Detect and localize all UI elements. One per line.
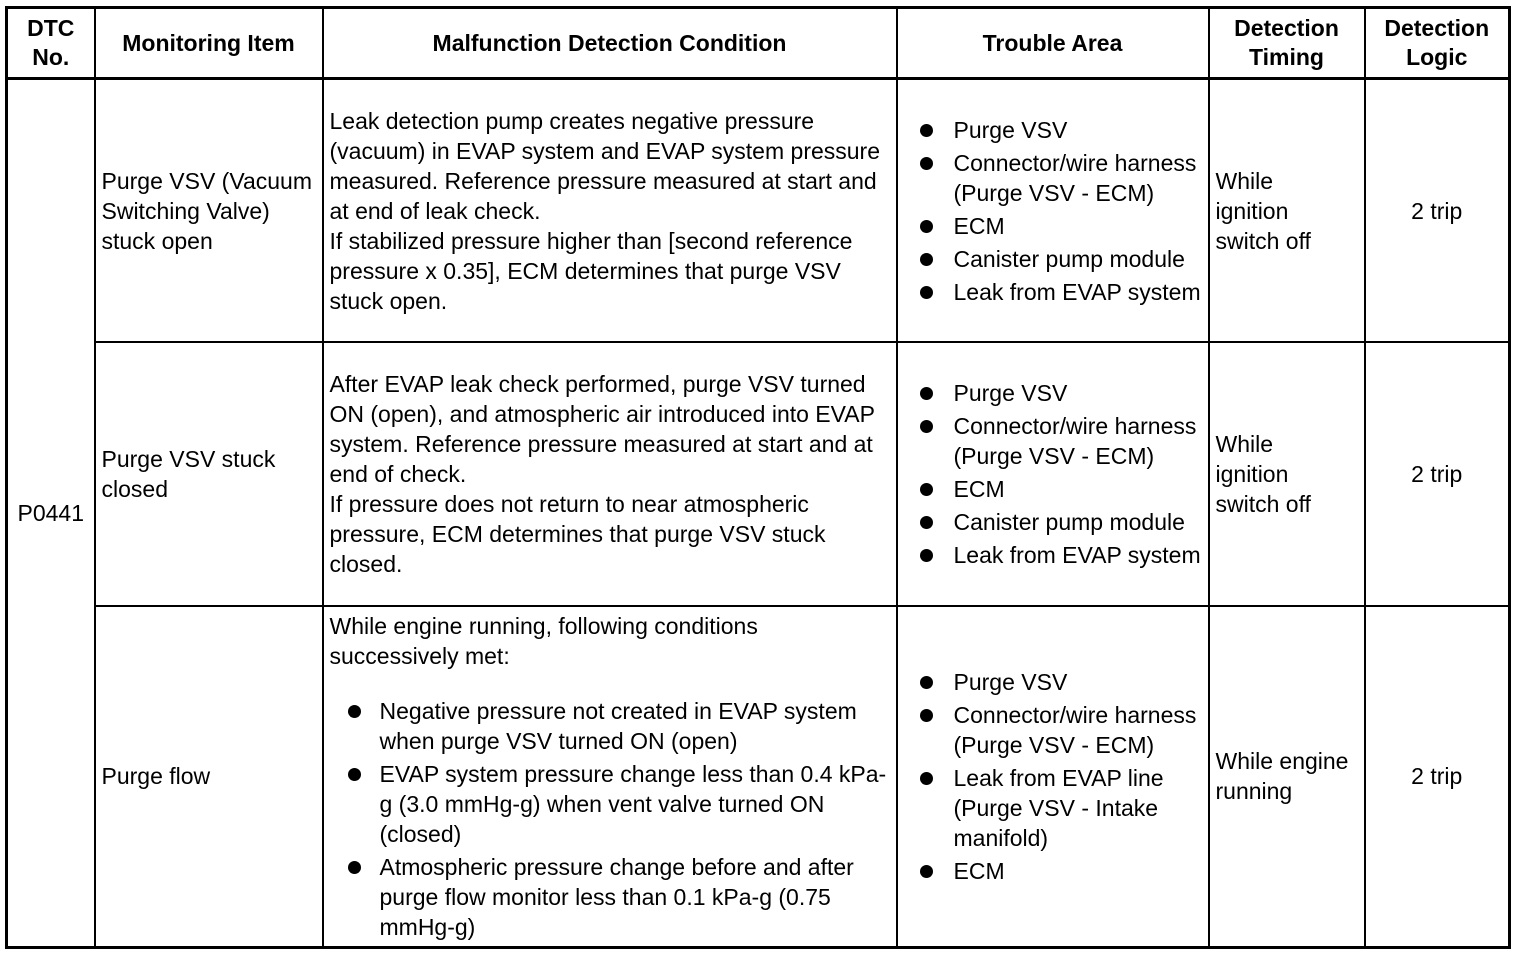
table-row xyxy=(7,79,1510,343)
trouble-list xyxy=(914,378,1206,570)
condition-cell xyxy=(323,342,897,606)
trouble-area-cell xyxy=(897,79,1209,343)
trouble-item: ECM xyxy=(914,856,1206,886)
header-trouble-area: Trouble Area xyxy=(897,8,1209,79)
header-dtc-no: DTC No. xyxy=(7,8,95,79)
trouble-item: Leak from EVAP line (Purge VSV - Intake manifold) xyxy=(914,763,1206,853)
detection-logic-cell: 2 trip xyxy=(1365,79,1510,343)
header-row xyxy=(7,8,1510,79)
trouble-item: ECM xyxy=(914,474,1206,504)
table-row xyxy=(7,606,1510,948)
condition-item: Negative pressure not created in EVAP system when purge VSV turned ON (open) xyxy=(330,696,892,756)
condition-cell xyxy=(323,606,897,948)
condition-text: Leak detection pump creates negative pressure (vacuum) in EVAP system and EVAP system pressure measured. Reference pressure measured at start and at end of leak check. xyxy=(329,107,881,224)
header-detection-logic: Detection Logic xyxy=(1365,8,1510,79)
trouble-item: Purge VSV xyxy=(914,667,1206,697)
trouble-item: Leak from EVAP system xyxy=(914,277,1206,307)
header-monitoring-item: Monitoring Item xyxy=(95,8,323,79)
trouble-item: Purge VSV xyxy=(914,115,1206,145)
condition-item: Atmospheric pressure change before and after purge flow monitor less than 0.1 kPa-g (0.75 mmHg-g) xyxy=(330,852,892,942)
monitoring-item-cell: Purge VSV stuck closed xyxy=(95,342,323,606)
trouble-area-cell xyxy=(897,342,1209,606)
trouble-item: Canister pump module xyxy=(914,507,1206,537)
trouble-item: ECM xyxy=(914,211,1206,241)
trouble-item: Canister pump module xyxy=(914,244,1206,274)
condition-text: If pressure does not return to near atmospheric pressure, ECM determines that purge VSV stuck closed. xyxy=(329,490,826,577)
trouble-item: Connector/wire harness (Purge VSV - ECM) xyxy=(914,700,1206,760)
trouble-list xyxy=(914,115,1206,307)
header-detection-timing: Detection Timing xyxy=(1209,8,1365,79)
dtc-code-cell: P0441 xyxy=(7,79,95,948)
detection-logic-cell: 2 trip xyxy=(1365,606,1510,948)
trouble-area-cell xyxy=(897,606,1209,948)
condition-text: After EVAP leak check performed, purge VSV turned ON (open), and atmospheric air introduced into EVAP system. Reference pressure measured at start and at end of check. xyxy=(329,370,875,487)
trouble-item: Purge VSV xyxy=(914,378,1206,408)
monitoring-item-cell: Purge VSV (Vacuum Switching Valve) stuck open xyxy=(95,79,323,343)
detection-timing-cell: While engine running xyxy=(1209,606,1365,948)
trouble-item: Connector/wire harness (Purge VSV - ECM) xyxy=(914,411,1206,471)
monitoring-item-cell: Purge flow xyxy=(95,606,323,948)
condition-text: If stabilized pressure higher than [second reference pressure x 0.35], ECM determines that purge VSV stuck open. xyxy=(329,227,853,314)
detection-timing-cell: While ignition switch off xyxy=(1209,79,1365,343)
dtc-table xyxy=(5,6,1511,949)
detection-timing-cell: While ignition switch off xyxy=(1209,342,1365,606)
condition-cell xyxy=(323,79,897,343)
detection-logic-cell: 2 trip xyxy=(1365,342,1510,606)
table-row xyxy=(7,342,1510,606)
condition-list xyxy=(330,696,892,942)
header-malfunction-condition: Malfunction Detection Condition xyxy=(323,8,897,79)
condition-item: EVAP system pressure change less than 0.4 kPa-g (3.0 mmHg-g) when vent valve turned ON (closed) xyxy=(330,759,892,849)
trouble-list xyxy=(914,667,1206,886)
trouble-item: Connector/wire harness (Purge VSV - ECM) xyxy=(914,148,1206,208)
trouble-item: Leak from EVAP system xyxy=(914,540,1206,570)
condition-intro: While engine running, following conditions successively met: xyxy=(329,612,758,669)
